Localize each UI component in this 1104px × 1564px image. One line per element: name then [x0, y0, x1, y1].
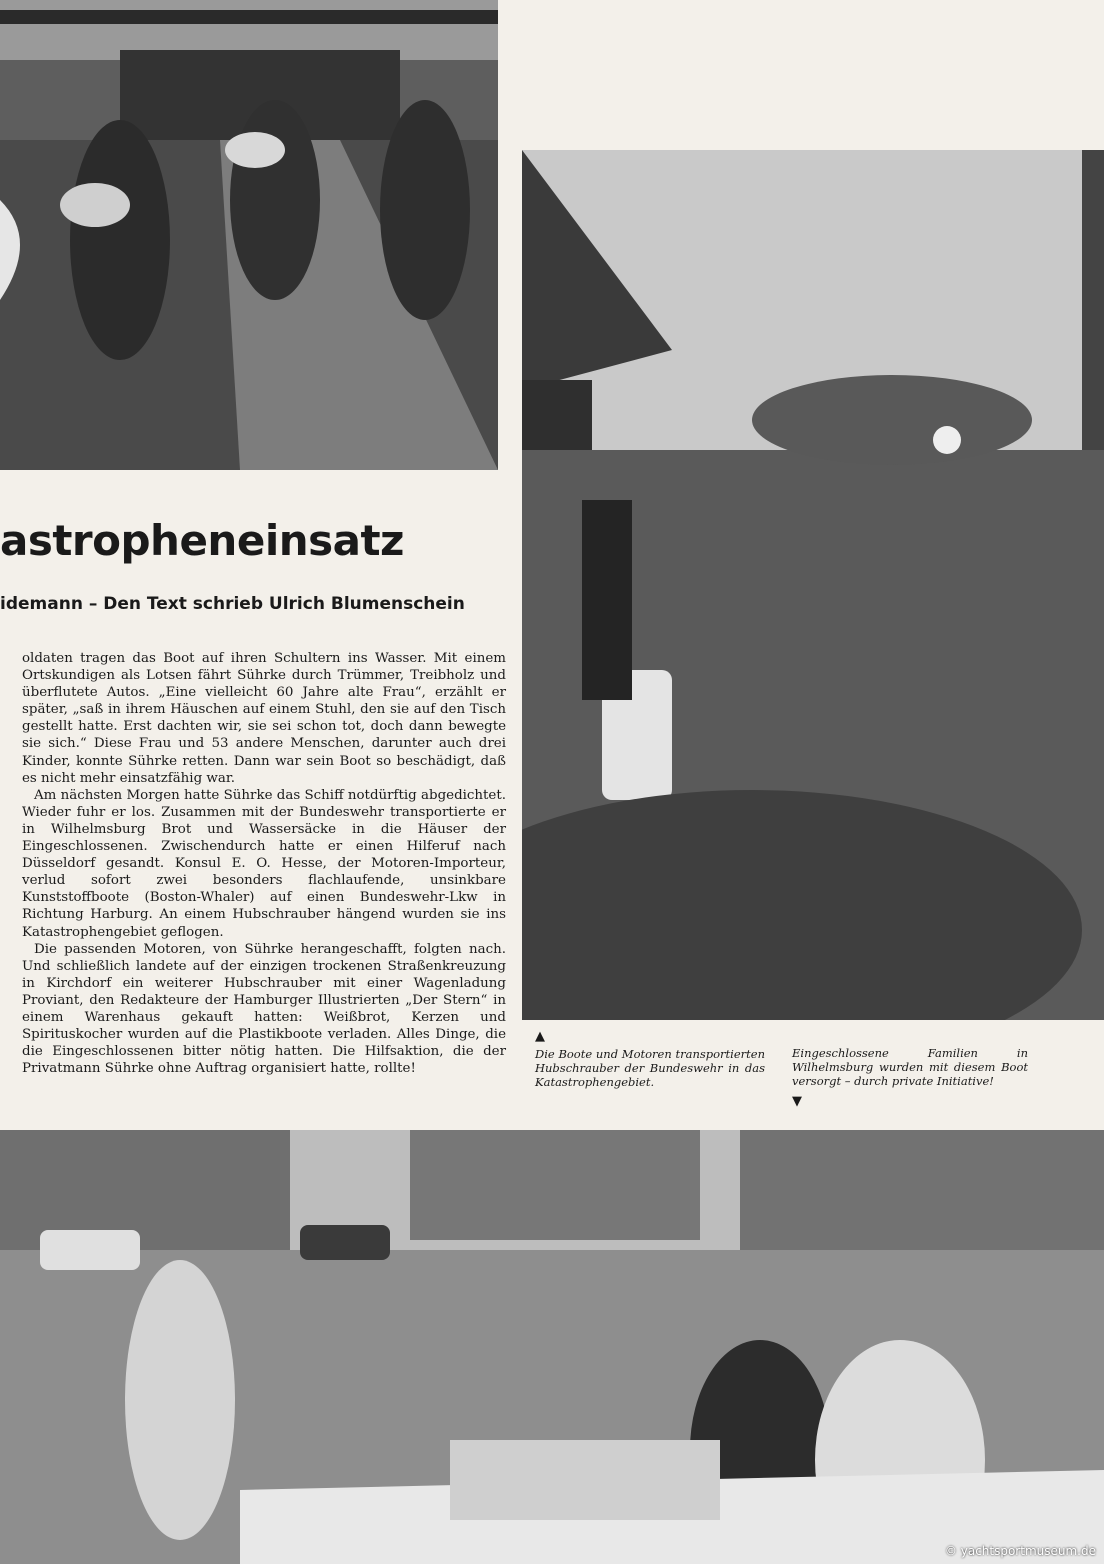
caption-arrow-down-icon: ▼: [792, 1094, 802, 1109]
photo-flood-image: [0, 1130, 1104, 1564]
article-headline: astropheneinsatz: [0, 516, 404, 565]
photo-flooded-street-boat: [0, 1130, 1104, 1564]
caption-boat: Eingeschlossene Familien in Wilhelmsburg wurden mit diesem Boot versorgt – durch private Initiative!: [792, 1046, 1028, 1088]
photo-soldiers-image: [0, 0, 498, 470]
article-paragraph-2: Am nächsten Morgen hatte Sührke das Schiff notdürftig abgedichtet. Wieder fuhr er los. Zusammen mit der Bundeswehr transportierte er in Wilhelmsburg Brot und Wassersäcke in die Häuser der Eingeschlossenen. Zwischendurch hatte er einen Hilferuf nach Düsseldorf gesandt. Konsul E. O. Hesse, der Motoren-Importeur, verlud sofort zwei besonders flachlaufende, unsinkbare Kunststoffboote (Boston-Whaler) auf einen Bundeswehr-Lkw in Richtung Harburg. An einem Hubschrauber hängend wurden sie ins Katastrophengebiet geflogen.: [22, 787, 506, 940]
article-body: [22, 650, 506, 1077]
article-credit: idemann – Den Text schrieb Ulrich Blumenschein: [0, 594, 465, 614]
photo-helicopter-boats: [522, 150, 1104, 1020]
photo-soldiers-carrying-sacks: [0, 0, 498, 470]
article-paragraph-3: Die passenden Motoren, von Sührke herangeschafft, folgten nach. Und schließlich landete auf der einzigen trockenen Straßenkreuzung in Kirchdorf ein weiterer Hubschrauber mit einer Wagenladung Proviant, den Redakteure der Hamburger Illustrierten „Der Stern“ in einem Warenhaus gekauft hatten: Weißbrot, Kerzen und Spirituskocher wurden auf die Plastikboote verladen. Alles Dinge, die die Eingeschlossenen bitter nötig hatten. Die Hilfsaktion, die der Privatmann Sührke ohne Auftrag organisiert hatte, rollte!: [22, 941, 506, 1077]
caption-arrow-up-icon: ▲: [535, 1029, 545, 1044]
caption-helicopter: Die Boote und Motoren transportierten Hubschrauber der Bundeswehr in das Katastrophengebiet.: [535, 1047, 765, 1089]
article-paragraph-1: oldaten tragen das Boot auf ihren Schultern ins Wasser. Mit einem Ortskundigen als Lotsen fährt Sührke durch Trümmer, Treibholz und überflutete Autos. „Eine vielleicht 60 Jahre alte Frau“, erzählt er später, „saß in ihrem Häuschen auf einem Stuhl, den sie auf den Tisch gestellt hatte. Erst dachten wir, sie sei schon tot, doch dann bewegte sie sich.“ Diese Frau und 53 andere Menschen, darunter auch drei Kinder, konnte Sührke retten. Dann war sein Boot so beschädigt, daß es nicht mehr einsatzfähig war.: [22, 651, 506, 786]
watermark: © yachtsportmuseum.de: [944, 1544, 1096, 1558]
photo-helicopter-image: [522, 150, 1104, 1020]
